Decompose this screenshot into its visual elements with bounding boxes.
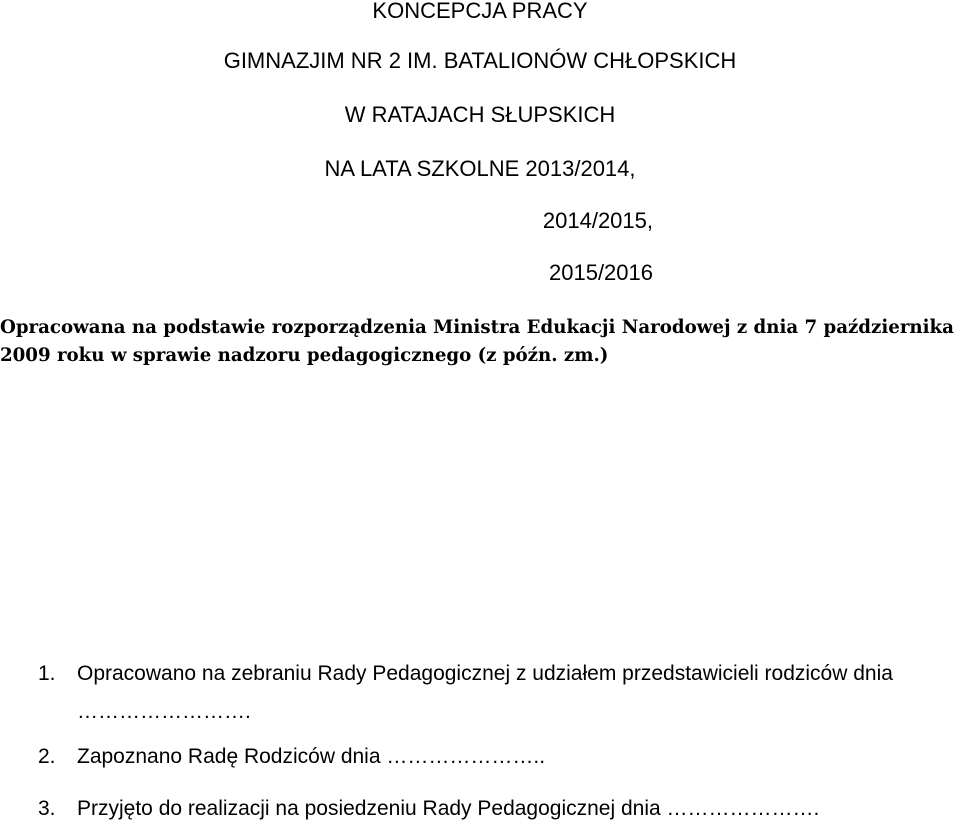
list-item-text: Opracowano na zebraniu Rady Pedagogicznej z udziałem przedstawicieli rodziców dnia — [77, 662, 893, 685]
list-item-number: 2. — [38, 745, 56, 768]
school-year-2: 2014/2015, — [542, 208, 653, 233]
school-location: W RATAJACH SŁUPSKICH — [344, 102, 616, 127]
list-item-text: Zapoznano Radę Rodziców dnia ………………….. — [77, 745, 546, 768]
list-item-continuation: ……………………. — [77, 700, 251, 723]
legal-basis-line: Opracowana na podstawie rozporządzenia Ministra Edukacji Narodowej z dnia 7 października — [0, 317, 954, 338]
school-year-3: 2015/2016 — [549, 260, 653, 285]
list-item-number: 1. — [38, 662, 56, 685]
document-title: KONCEPCJA PRACY — [372, 0, 588, 23]
list-item-number: 3. — [38, 797, 56, 820]
list-item-text: Przyjęto do realizacji na posiedzeniu Rady Pedagogicznej dnia …………………. — [77, 797, 820, 820]
legal-basis-line: 2009 roku w sprawie nadzoru pedagogicznego (z późn. zm.) — [0, 345, 609, 366]
legal-basis — [0, 314, 960, 370]
school-years-intro: NA LATA SZKOLNE 2013/2014, — [324, 156, 636, 181]
school-name: GIMNAZJIM NR 2 IM. BATALIONÓW CHŁOPSKICH — [223, 48, 737, 73]
